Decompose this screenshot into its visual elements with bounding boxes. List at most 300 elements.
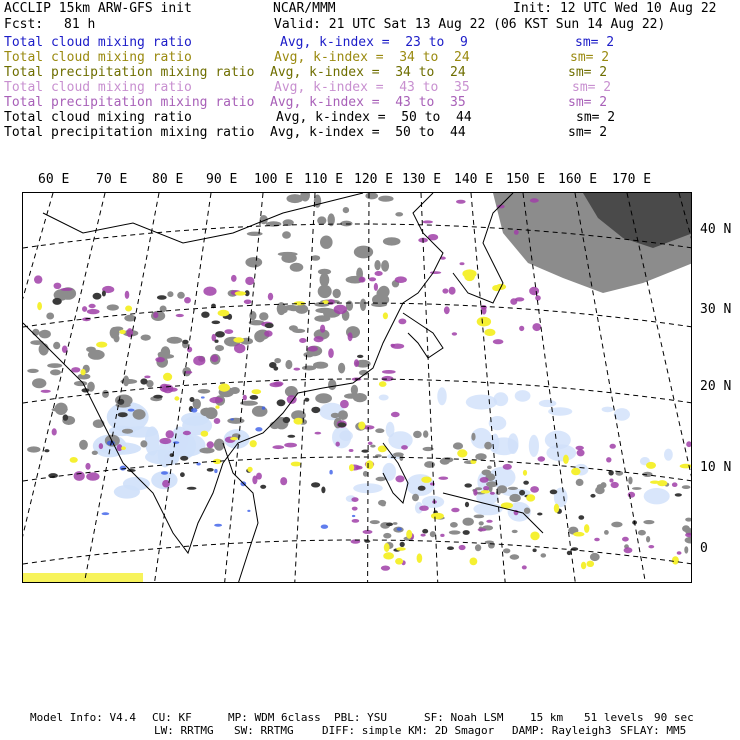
cloud-patch [450,522,458,528]
cloud-patch [343,207,349,213]
cloud-patch [318,285,332,298]
convective-core [265,323,274,328]
cloud-patch-yellow [563,455,569,464]
precip-patch [356,466,363,470]
precip-patch [628,492,635,498]
legend-field-name: Total cloud mixing ratio [4,35,192,50]
cloud-patch [381,260,389,272]
cloud-patch-yellow [125,306,132,312]
precip-patch [490,492,495,495]
cloud-patch [590,553,600,561]
cloud-patch [475,453,486,460]
cloud-patch [423,430,428,437]
lat-label: 0 [700,541,708,556]
precip-patch [503,464,512,470]
lat-label: 40 N [700,222,732,237]
precip-patch [328,348,334,358]
precip-patch [160,438,172,444]
legend-field-name: Total precipitation mixing ratio [4,125,255,140]
lon-label: 150 E [506,172,546,187]
precip-patch [381,566,390,571]
precip-patch [606,457,611,462]
convective-core [215,331,225,337]
lon-label: 170 E [612,172,652,187]
cloud-patch [282,231,291,238]
precip-patch [207,441,214,448]
convective-core [338,422,347,427]
cloud-patch-yellow [581,562,586,570]
cloud-streak [321,525,328,529]
cloud-streak [255,427,262,431]
precip-patch [452,332,457,335]
convective-core [214,340,218,343]
cloud-patch [383,533,391,539]
precip-patch [449,287,456,295]
cloud-patch-yellow [396,547,406,550]
legend-smoothing: sm= 2 [568,65,608,80]
cloud-patch-yellow [406,530,412,539]
precip-patch [519,326,524,331]
cloud-patch [74,381,87,386]
legend-smoothing: sm= 2 [576,110,616,125]
precip-patch [609,479,613,483]
cloud-streak [247,510,250,512]
cloud-patch [375,428,384,433]
cloud-patch-yellow [554,504,559,513]
valid-time: Valid: 21 UTC Sat 13 Aug 22 (06 KST Sun 14 Aug 22) [274,17,666,32]
precip-patch [459,545,466,550]
cloud-patch [39,330,51,339]
convective-core [578,515,584,520]
light-cloud-patch [386,422,395,438]
legend-smoothing: sm= 2 [568,95,608,110]
convective-core [182,340,188,344]
cloud-patch [331,413,340,418]
precip-patch [54,283,62,289]
cloud-patch-yellow [457,449,467,457]
precip-patch [185,371,193,374]
coastline [223,443,258,583]
lon-label: 60 E [38,172,70,187]
light-cloud-patch [539,400,557,407]
precip-patch [359,277,366,283]
cloud-patch [372,294,389,306]
cloud-patch-yellow [646,462,656,469]
cloud-patch [378,196,393,202]
cloud-patch [292,329,305,333]
convective-core [117,399,124,405]
cloud-patch [92,451,98,455]
light-cloud-patch [515,390,531,402]
precip-patch [538,456,546,461]
cloud-patch [278,252,298,256]
convective-core [180,472,185,477]
legend-avg: Avg, k-index = 34 to 24 [274,50,470,65]
cloud-patch [685,518,692,522]
precip-patch [231,275,237,282]
cloud-patch-yellow [247,467,252,472]
diffusion-scheme: DIFF: simple KM: 2D Smagor [322,724,495,737]
cloud-streak [214,469,217,473]
light-cloud-patch [602,407,614,413]
cloud-patch-yellow [470,558,478,566]
legend-field-name: Total cloud mixing ratio [4,110,192,125]
cloud-patch [318,269,331,275]
pbl-scheme: PBL: YSU [334,711,387,724]
convective-core [675,493,682,496]
cloud-patch-yellow [218,310,230,317]
cloud-patch [638,530,646,536]
cloud-patch [53,342,60,350]
init-time: Init: 12 UTC Wed 10 Aug 22 [513,1,717,16]
precip-patch [99,443,103,449]
cloud-patch [274,358,281,363]
precip-patch [624,547,633,553]
longitude-line [84,193,159,583]
cloud-patch [484,442,492,450]
cloud-patch [32,329,39,336]
cloud-streak [262,406,265,409]
cloud-patch [79,440,88,450]
legend-smoothing: sm= 2 [572,80,612,95]
convective-core [93,293,102,300]
cloud-patch [55,403,68,415]
cloud-patch [47,363,62,368]
convective-core [190,397,195,402]
convective-core [118,412,128,417]
cloud-patch [32,378,46,388]
precip-patch [336,442,340,447]
cloud-patch-yellow [462,269,476,278]
light-cloud-patch [529,435,539,457]
precip-patch [480,477,489,483]
cloud-patch [541,553,547,557]
cloud-patch [395,212,403,216]
precip-patch [395,475,404,482]
precip-patch [348,332,353,341]
cloud-patch [320,236,333,249]
precip-patch [686,441,692,447]
precip-patch [320,325,325,333]
longitude-line [295,193,315,583]
cloud-patch [524,508,530,514]
cloud-patch-yellow [384,543,390,552]
cloud-patch [503,548,510,553]
precip-patch [375,271,383,276]
convective-core [311,407,320,413]
cloud-patch [288,305,300,311]
precip-patch [224,329,233,334]
cloud-streak [352,515,355,517]
precip-patch [280,477,287,485]
convective-core [212,321,221,325]
convective-core [447,546,454,550]
precip-patch [514,230,519,235]
cloud-patch [684,546,688,553]
precip-patch [529,287,539,295]
precip-patch [421,534,426,537]
cloud-patch [50,369,61,375]
precip-patch [535,295,541,300]
latitude-line [23,303,692,327]
cloud-patch [471,433,475,441]
precip-patch [401,445,408,450]
convective-core [305,398,310,402]
precip-patch [382,376,394,381]
cloud-patch-yellow [657,480,667,486]
cloud-patch [140,440,147,447]
cloud-patch [167,291,173,297]
cloud-patch [487,466,492,470]
precip-patch [610,444,616,449]
cloud-patch-yellow [37,302,42,310]
precip-patch [71,367,80,372]
cloud-patch [475,544,481,551]
light-cloud-patch [545,431,571,450]
cloud-patch [376,477,386,481]
precip-patch [166,430,174,438]
cloud-patch [424,461,435,468]
convective-core [260,485,266,489]
convective-core [463,530,470,535]
precip-patch [314,336,324,342]
cloud-patch [611,522,622,528]
cloud-patch-yellow [417,553,423,563]
cloud-patch [512,530,518,533]
precip-patch [530,486,539,493]
precip-patch [245,277,254,285]
convective-core [157,295,167,300]
convective-core [386,523,393,527]
precip-patch [368,442,373,445]
cloud-patch [393,452,404,456]
legend-avg: Avg, k-index = 43 to 35 [274,80,470,95]
precip-patch [473,489,477,496]
cloud-patch [682,485,691,489]
precip-patch [352,507,358,511]
lat-label: 10 N [700,460,732,475]
cloud-patch-yellow [294,418,304,425]
precip-patch [391,344,395,347]
precip-patch [144,376,150,379]
cloud-patch [344,393,358,398]
cloud-patch [374,260,380,270]
precip-patch [340,400,349,408]
cloud-patch [102,390,109,398]
cloud-patch [685,537,692,544]
convective-core [180,456,188,461]
cloud-patch [133,409,146,420]
lon-label: 110 E [304,172,344,187]
cloud-patch [643,520,654,524]
cloud-patch [333,289,341,298]
time-step: 90 sec [654,711,694,724]
legend-avg: Avg, k-index = 50 to 44 [276,110,472,125]
convective-core [277,399,286,406]
light-cloud-patch [406,474,435,496]
cloud-patch [259,312,268,320]
precip-patch [440,534,444,537]
cloud-patch [453,442,463,449]
convective-core [250,395,259,400]
precip-patch [187,347,192,353]
cloud-patch [315,393,332,403]
cloud-patch-yellow [573,532,584,537]
cloud-patch-yellow [230,437,238,440]
precip-patch [349,449,354,452]
cloud-patch-yellow [81,369,86,375]
cloud-patch-yellow [523,470,527,476]
convective-core [533,549,537,553]
cloud-patch [313,362,328,369]
precip-patch [162,384,173,393]
convective-core [590,494,595,498]
cloud-patch-yellow [235,291,247,295]
precip-patch [203,287,216,296]
cloud-patch-yellow [366,460,374,469]
cloud-patch-yellow [584,524,589,533]
light-cloud-patch [664,449,673,461]
precip-patch [273,381,283,386]
cloud-patch [597,484,605,488]
cloud-patch [314,315,330,322]
longwave-scheme: LW: RRTMG [154,724,214,737]
precip-patch [294,368,301,371]
legend-field-name: Total cloud mixing ratio [4,50,192,65]
convective-core [464,483,472,487]
light-cloud-patch [123,477,150,491]
convective-core [321,487,325,494]
cloud-patch-yellow [680,464,692,469]
precip-patch [677,551,682,555]
lon-label: 120 E [354,172,394,187]
cloud-patch [27,446,40,452]
precip-patch [430,271,441,274]
precip-patch [34,275,42,283]
cloud-patch-yellow [201,431,209,437]
cloud-patch [479,521,484,525]
cloud-patch [290,263,304,272]
cloud-patch [365,193,378,199]
cloud-patch [509,494,520,502]
convective-core [82,388,90,392]
surface-scheme: SF: Noah LSM [424,711,504,724]
precip-patch [155,357,165,362]
cloud-patch-yellow [383,312,388,319]
cloud-patch [363,471,368,477]
cloud-patch-yellow [121,446,126,450]
convective-core [52,298,61,305]
cloud-patch [317,216,326,224]
cloud-patch [245,257,262,267]
lon-label: 140 E [454,172,494,187]
precip-patch [532,323,541,331]
map-canvas [23,193,692,583]
light-cloud-patch [466,395,497,410]
precip-patch [594,538,600,542]
precip-patch [611,482,619,488]
cloud-patch-yellow [571,468,580,475]
cloud-patch [227,418,244,424]
cloud-patch [381,503,386,506]
lon-label: 70 E [96,172,128,187]
cloud-patch [141,335,151,341]
cloud-patch [576,479,584,486]
cloud-patch-yellow [477,317,491,327]
legend-smoothing: sm= 2 [575,35,615,50]
cloud-patch-yellow [252,389,262,394]
precip-patch [382,370,396,374]
cloud-patch [482,470,492,476]
cloud-patch [370,445,375,448]
legend-row [4,36,192,50]
cloud-patch [205,407,218,419]
cloud-patch [370,520,380,524]
shortwave-scheme: SW: RRTMG [234,724,294,737]
precip-patch [211,355,219,362]
cloud-patch [510,554,520,559]
precip-patch [577,449,585,456]
cloud-patch [474,515,485,519]
cloud-streak [329,470,332,475]
lon-label: 160 E [558,172,598,187]
cloud-patch [508,487,518,490]
precip-patch [176,314,184,317]
legend-field-name: Total precipitation mixing ratio [4,95,255,110]
cloud-patch [628,477,632,485]
cloud-patch-yellow [672,556,679,564]
precip-patch [352,519,360,523]
product-title: ACCLIP 15km ARW-GFS init [4,1,192,16]
legend-avg: Avg, k-index = 34 to 24 [270,65,466,80]
convective-core [550,490,558,495]
precip-patch [672,482,678,487]
legend-smoothing: sm= 2 [570,50,610,65]
cumulus-scheme: CU: KF [152,711,192,724]
forecast-label: Fcst: [4,17,44,32]
cloud-patch [496,491,501,495]
precip-patch [264,330,272,336]
precip-patch [391,412,400,417]
precip-patch [89,304,96,308]
lat-label: 20 N [700,379,732,394]
convective-core [465,502,469,507]
precip-patch [268,293,273,301]
cloud-patch [412,494,419,501]
precip-patch [153,312,158,318]
cloud-patch [338,363,345,374]
cloud-patch [230,387,240,394]
precip-patch [299,338,306,343]
precip-patch [460,262,465,265]
cloud-patch [198,389,210,394]
cloud-patch [252,406,268,417]
cloud-patch-yellow [484,329,495,336]
precip-patch [193,356,205,366]
cloud-streak [230,418,234,420]
cloud-patch [122,429,133,434]
legend-field-name: Total precipitation mixing ratio [4,65,255,80]
resolution: 15 km [530,711,564,724]
cloud-patch [199,448,214,454]
precip-patch [478,528,487,531]
convective-core [187,487,197,490]
cloud-patch [449,530,461,534]
lon-label: 100 E [254,172,294,187]
cloud-patch-yellow [379,381,387,387]
convective-core [102,291,106,297]
precip-patch [430,483,435,486]
